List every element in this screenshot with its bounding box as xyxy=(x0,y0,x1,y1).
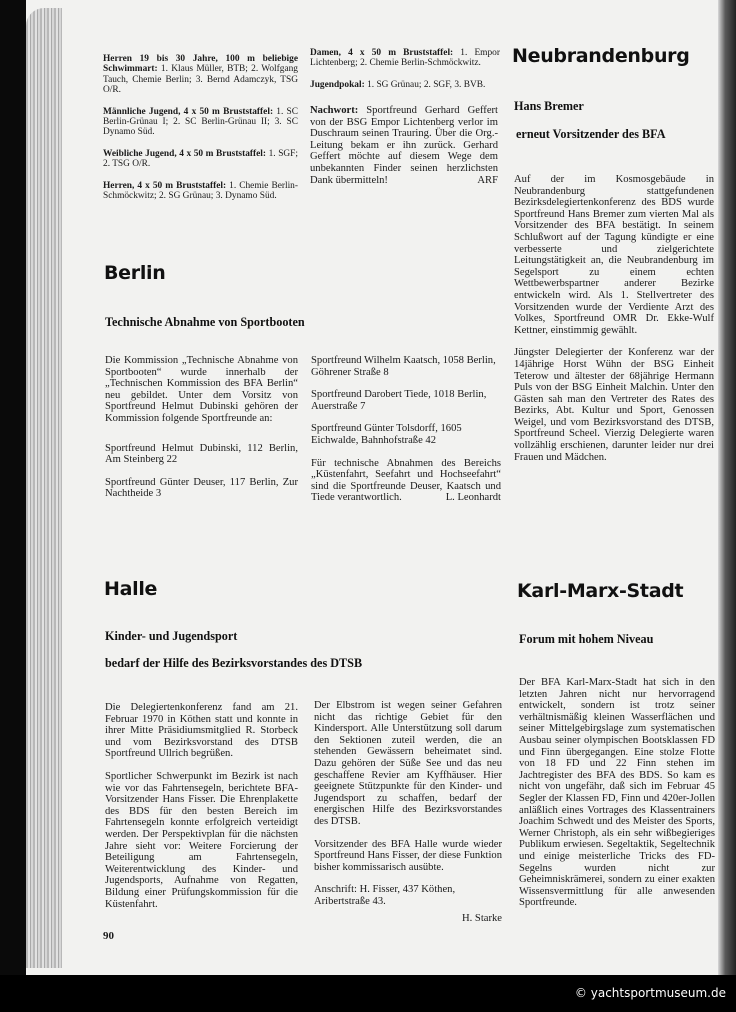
swim-results-col1 xyxy=(103,54,298,212)
city-heading: Karl-Marx-Stadt xyxy=(517,580,684,602)
article-headline: Kinder- und Jugendsport xyxy=(105,629,238,643)
article-body: Der Elbstrom ist wegen seiner Gefahren nicht das richtige Gebiet für den Kindersport. Alle Unterstützung soll darum den Sektionen zuteil werden, die an stehenden Gewässern beheimatet sind. Dazu gehören der Süße See und das neu geschaffene Revier am Kyffhäuser. Hier geeignete Stützpunkte für den Kinder- und Jugendsport zu schaffen, bedarf der energischen Hilfe des Bezirksvorstandes des DTSB. Vorsitzender des BFA Halle wurde wieder Sportfreund Hans Fisser, der diese Funktion bisher kommissarisch ausübte. Anschrift: H. Fisser, 437 Köthen, Aribertstraße 43. H. Starke xyxy=(314,700,502,924)
nachwort: Nachwort: Sportfreund Gerhard Geffert von der BSG Empor Lichtenberg verlor im Duschraum seinen Trauring. Über die Org.-Leitung bekam er ihn zurück. Gerhard Geffert möchte auf diesem Wege dem unbekannten Finder seinen herzlichsten Dank übermitteln! ARF xyxy=(310,105,498,186)
scan-border xyxy=(0,0,26,975)
signature: L. Leonhardt xyxy=(445,492,501,504)
article-body: Die Delegiertenkonferenz fand am 21. Februar 1970 in Köthen statt und konnte in ihrer Mitte Präsidiumsmitglied R. Storbeck und vom Bezirksvorstand des DTSB Sportfreund Ullrich begrüßen. Sportlicher Schwerpunkt im Bezirk ist nach wie vor das Fahrtensegeln, berichtete BFA-Vorsitzender Hans Fisser. Die Ehrenplakette des BDS für den besten Bereich im Fahrtensegeln konnte erfolgreich verteidigt werden. Der Perspektivplan für die nächsten Jahre sieht vor: Weitere Forcierung der Beteiligung am Fahrtensegeln, Weiterentwicklung des Kinder- und Jugendsports, Aufnahme von Regatten, Bildung einer Prüfungskommission für die Küstenfahrt. xyxy=(105,702,298,910)
page-number: 90 xyxy=(103,930,114,942)
city-heading: Neubrandenburg xyxy=(512,45,690,67)
signature: H. Starke xyxy=(461,912,502,924)
article-headline: bedarf der Hilfe des Bezirksvorstandes des DTSB xyxy=(105,656,363,670)
result-item: Herren 19 bis 30 Jahre, 100 m beliebige Schwimmart: 1. Klaus Müller, BTB; 2. Wolfgang Tauch, Chemie Berlin; 3. Bernd Adamczyk, TSG O/R. xyxy=(103,54,298,96)
city-heading: Berlin xyxy=(104,262,166,284)
swim-results-col2 xyxy=(310,48,500,101)
article-headline: erneut Vorsitzender des BFA xyxy=(516,127,666,141)
watermark: © yachtsportmuseum.de xyxy=(574,986,726,1000)
article-body: Der BFA Karl-Marx-Stadt hat sich in den letzten Jahren nicht nur hervorragend entwickelt, sondern ist trotz seiner verhältnismäßig kleinen Wasserflächen und seiner Mittelgebirgslage zum systematischen Ausbau seiner olympischen Bootsklassen FD und Finn übergegangen. Eine stolze Flotte von 18 FD und 22 Finn stehen im Jachtregister des BFA des BDS. So kam es nicht von ungefähr, daß sich im Februar 45 Segler der Klassen FD, Finn und 420er-Jollen anläßlich eines Vortrages des Klassentrainers Joachim Schwedt und des Meister des Sports, Werner Christoph, als ein sehr wißbegieriges Publikum erwiesen. Segeltaktik, Segeltechnik und einige meisterliche Tricks des FD-Segelns wurden nicht zur Geheimniskrämerei, sondern zu einer exakten Wissensvermittlung für alle anwesenden Sportfreunde. xyxy=(519,677,715,909)
article-headline: Technische Abnahme von Sportbooten xyxy=(105,315,305,329)
book-gutter xyxy=(718,0,736,975)
result-item: Herren, 4 x 50 m Bruststaffel: 1. Chemie Berlin-Schmöckwitz; 2. SG Grünau; 3. Dynamo Süd. xyxy=(103,180,298,202)
signature: ARF xyxy=(477,174,498,186)
result-item: Jugendpokal: 1. SG Grünau; 2. SGF, 3. BVB. xyxy=(310,79,486,90)
result-item: Männliche Jugend, 4 x 50 m Bruststaffel: 1. SC Berlin-Grünau I; 2. SC Berlin-Grünau II; 3. SC Dynamo Süd. xyxy=(103,106,299,138)
page-edges xyxy=(26,8,62,968)
article-headline: Hans Bremer xyxy=(514,99,584,113)
result-item: Damen, 4 x 50 m Bruststaffel: 1. Empor Lichtenberg; 2. Chemie Berlin-Schmöckwitz. xyxy=(310,48,500,69)
article-body: Sportfreund Wilhelm Kaatsch, 1058 Berlin, Göhrener Straße 8 Sportfreund Darobert Tiede, 1018 Berlin, Auerstraße 7 Sportfreund Günter Tolsdorff, 1605 Eichwalde, Bahnhofstraße 42 Für technische Abnahmen des Bereichs „Küstenfahrt, Seefahrt und Hochseefahrt“ sind die Sportfreunde Deuser, Kaatsch und Tiede verantwortlich. L. Leonhardt xyxy=(311,355,501,504)
article-body: Auf der im Kosmosgebäude in Neubrandenburg stattgefundenen Bezirksdelegiertenkonferenz des BDS wurde Sportfreund Hans Bremer zum vierten Mal als Vorsitzender des BFA bestätigt. In seinem Schlußwort auf der Tagung kündigte er eine verbesserte und zielgerichtete Leitungstätigkeit an, die Neubrandenburg im Segelsport zu einem echten Wettbewerbspartner anderer Bezirke entwickeln wird. Als 1. Stellvertreter des Vorsitzenden wurde der Verdiente Arzt des Volkes, Sportfreund OMR Dr. Ekke-Wulf Kettner, einstimmig gewählt. Jüngster Delegierter der Konferenz war der 14jährige Horst Wühn der BSG Einheit Teterow und ältester der 68jährige Hermann Puls von der BSG Einheit Malchin. Unter den Gästen sah man den Vertreter des Rates des Bezirks, Abt. Kultur und Sport, Genossen Weigel, und vom Bezirksvorstand des DTSB, Sportfreund Scheel. Vierzig Delegierte waren vollzählig erschienen, darunter leider nur drei Frauen und Mädchen. xyxy=(514,174,714,463)
city-heading: Halle xyxy=(104,578,158,600)
article-headline: Forum mit hohem Niveau xyxy=(519,632,654,646)
article-body: Die Kommission „Technische Abnahme von Sportbooten“ wurde innerhalb der „Technischen Kommission des BFA Berlin“ neu gebildet. Unter dem Vorsitz von Sportfreund Helmut Dubinski gehören der Kommission folgende Sportfreunde an: Sportfreund Helmut Dubinski, 112 Berlin, Am Steinberg 22 Sportfreund Günter Deuser, 117 Berlin, Zur Nachtheide 3 xyxy=(105,355,298,500)
result-item: Weibliche Jugend, 4 x 50 m Bruststaffel: 1. SGF; 2. TSG O/R. xyxy=(103,148,298,170)
